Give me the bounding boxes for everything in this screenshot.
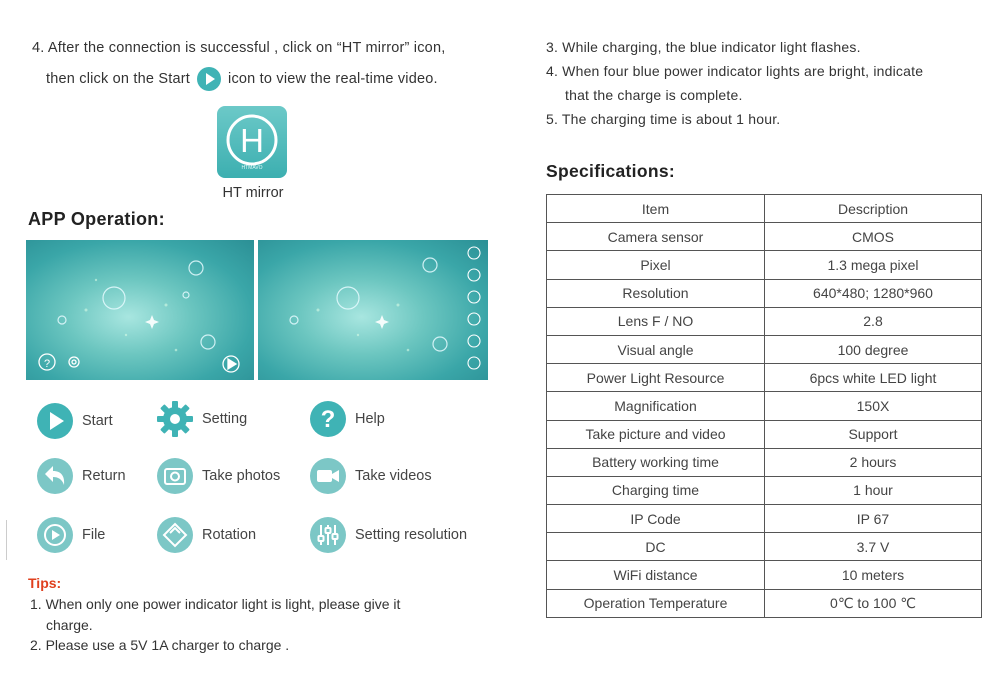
table-row bbox=[547, 392, 982, 420]
app-icon-letter: H bbox=[240, 122, 264, 159]
page-edge-divider bbox=[6, 520, 7, 560]
legend-label: Setting resolution bbox=[355, 527, 468, 543]
spec-item: Magnification bbox=[547, 392, 765, 420]
spec-item: Visual angle bbox=[547, 335, 765, 363]
table-row bbox=[547, 505, 982, 533]
tip-2: 2. Please use a 5V 1A charger to charge . bbox=[30, 637, 290, 653]
charging-note-3: 3. While charging, the blue indicator light flashes. bbox=[546, 39, 861, 55]
spec-item: Battery working time bbox=[547, 448, 765, 476]
legend-label: Setting bbox=[202, 411, 248, 427]
spec-item: Charging time bbox=[547, 476, 765, 504]
spec-value: CMOS bbox=[765, 223, 982, 251]
spec-value: 10 meters bbox=[765, 561, 982, 589]
app-operation-title: APP Operation: bbox=[28, 209, 165, 229]
table-row bbox=[547, 533, 982, 561]
play-icon bbox=[196, 66, 222, 92]
table-row bbox=[547, 364, 982, 392]
help-icon bbox=[39, 354, 55, 370]
legend-setting-resolution bbox=[309, 516, 467, 554]
table-row bbox=[547, 251, 982, 279]
legend-return bbox=[36, 457, 126, 495]
spec-value: IP 67 bbox=[765, 505, 982, 533]
table-header-description: Description bbox=[765, 195, 982, 223]
table-row bbox=[547, 307, 982, 335]
step4-line1: 4. After the connection is successful , click on “HT mirror” icon, bbox=[32, 40, 446, 56]
charging-note-4: 4. When four blue power indicator lights are bright, indicate bbox=[546, 63, 924, 79]
app-icon-caption: HT mirror bbox=[222, 185, 284, 201]
table-header-item: Item bbox=[547, 195, 765, 223]
legend-label: Take videos bbox=[355, 468, 432, 484]
rotation-icon bbox=[156, 516, 194, 554]
play-icon bbox=[223, 356, 239, 372]
step4-line2-pre: then click on the Start bbox=[46, 71, 191, 87]
svg-text:?: ? bbox=[320, 406, 336, 433]
spec-value: 100 degree bbox=[765, 335, 982, 363]
return-icon bbox=[36, 457, 74, 495]
table-row bbox=[547, 420, 982, 448]
legend-help bbox=[309, 400, 385, 438]
spec-item: WiFi distance bbox=[547, 561, 765, 589]
gear-icon bbox=[156, 400, 194, 438]
spec-item: Pixel bbox=[547, 251, 765, 279]
step4-line2 bbox=[46, 66, 438, 92]
charging-note-4-continued: that the charge is complete. bbox=[565, 87, 743, 103]
svg-text:?: ? bbox=[43, 358, 51, 370]
file-icon bbox=[36, 516, 74, 554]
step4-line2-post: icon to view the real-time video. bbox=[228, 71, 438, 87]
spec-item: DC bbox=[547, 533, 765, 561]
legend-label: Help bbox=[355, 411, 385, 427]
spec-value: 1.3 mega pixel bbox=[765, 251, 982, 279]
tips-title: Tips: bbox=[28, 575, 62, 591]
table-row bbox=[547, 448, 982, 476]
charging-note-5: 5. The charging time is about 1 hour. bbox=[546, 111, 781, 127]
spec-item: IP Code bbox=[547, 505, 765, 533]
tip-1: 1. When only one power indicator light is light, please give it bbox=[30, 596, 401, 612]
spec-value: 0℃ to 100 ℃ bbox=[765, 589, 982, 617]
spec-value: 150X bbox=[765, 392, 982, 420]
table-row bbox=[547, 476, 982, 504]
legend-file bbox=[36, 516, 105, 554]
sliders-icon bbox=[468, 357, 480, 369]
app-icon-small-text: HTMAVO bbox=[241, 165, 263, 171]
gear-icon bbox=[69, 357, 79, 367]
camera-icon bbox=[156, 457, 194, 495]
legend-start bbox=[36, 402, 113, 440]
video-icon bbox=[309, 457, 347, 495]
legend-setting bbox=[156, 400, 247, 438]
table-header-row bbox=[547, 195, 982, 223]
play-icon bbox=[36, 402, 74, 440]
spec-value: 2 hours bbox=[765, 448, 982, 476]
table-row bbox=[547, 589, 982, 617]
spec-item: Camera sensor bbox=[547, 223, 765, 251]
rotation-icon bbox=[468, 335, 480, 347]
legend-label: Start bbox=[82, 413, 113, 429]
table-row bbox=[547, 335, 982, 363]
spec-value: Support bbox=[765, 420, 982, 448]
legend-take-photos bbox=[156, 457, 280, 495]
table-row bbox=[547, 561, 982, 589]
tip-1-continued: charge. bbox=[46, 617, 93, 633]
legend-label: File bbox=[82, 527, 106, 543]
spec-item: Lens F / NO bbox=[547, 307, 765, 335]
specifications-table bbox=[546, 194, 982, 618]
legend-label: Rotation bbox=[202, 527, 257, 543]
legend-label: Return bbox=[82, 468, 126, 484]
spec-item: Resolution bbox=[547, 279, 765, 307]
help-icon bbox=[309, 400, 347, 438]
spec-value: 3.7 V bbox=[765, 533, 982, 561]
ht-mirror-app-icon[interactable] bbox=[217, 106, 287, 178]
spec-item: Operation Temperature bbox=[547, 589, 765, 617]
spec-value: 6pcs white LED light bbox=[765, 364, 982, 392]
spec-item: Power Light Resource bbox=[547, 364, 765, 392]
specifications-title: Specifications: bbox=[546, 161, 675, 181]
sliders-icon bbox=[309, 516, 347, 554]
legend-take-videos bbox=[309, 457, 432, 495]
spec-item: Take picture and video bbox=[547, 420, 765, 448]
app-screenshot-main bbox=[26, 240, 254, 380]
camera-icon bbox=[468, 269, 480, 281]
spec-value: 1 hour bbox=[765, 476, 982, 504]
spec-value: 640*480; 1280*960 bbox=[765, 279, 982, 307]
video-icon bbox=[468, 291, 480, 303]
table-row bbox=[547, 279, 982, 307]
return-icon bbox=[468, 247, 480, 259]
legend-label: Take photos bbox=[202, 468, 281, 484]
spec-value: 2.8 bbox=[765, 307, 982, 335]
table-row bbox=[547, 223, 982, 251]
app-screenshot-viewer bbox=[258, 240, 488, 380]
file-icon bbox=[468, 313, 480, 325]
legend-rotation bbox=[156, 516, 256, 554]
